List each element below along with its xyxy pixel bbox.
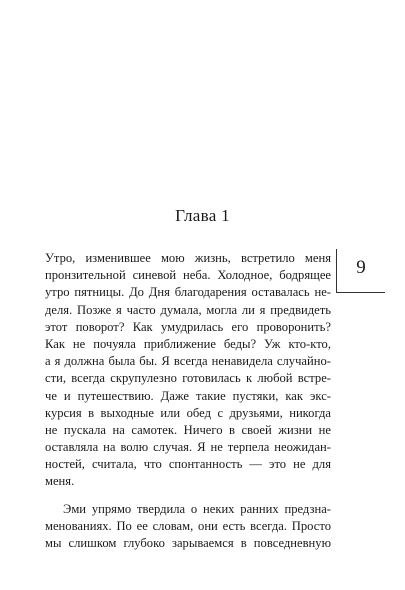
text-line: сти, всегда скрупулезно готовилась к любой встре- <box>45 371 331 386</box>
text-line: меня. <box>45 474 75 489</box>
page-number: 9 <box>356 257 366 278</box>
text-line: менованиях. По ее словам, они есть всегда. Просто <box>45 518 331 533</box>
page-number-frame <box>336 249 385 293</box>
text-line: че и путешествию. Даже такие пустяки, как экс- <box>45 388 331 403</box>
paragraph-2 <box>45 501 331 553</box>
text-line: утро пятницы. До Дня благодарения оставалась не- <box>45 285 331 300</box>
text-line: не пускала на самотек. Ничего в своей жизни не <box>45 422 331 437</box>
text-line: а я должна была бы. Я всегда ненавидела случайно- <box>45 354 331 369</box>
text-line: деля. Позже я часто думала, могла ли я предвидеть <box>45 302 331 317</box>
text-line: этот поворот? Как умудрилась его проворонить? <box>45 319 331 334</box>
text-line: Эми упрямо твердила о неких ранних предзна- <box>63 501 331 516</box>
text-line: Утро, изменившее мою жизнь, встретило меня <box>45 251 331 265</box>
chapter-title: Глава 1 <box>175 206 230 225</box>
text-line: курсия в выходные или обед с друзьями, никогда <box>45 405 331 420</box>
paragraph-gap <box>45 491 331 501</box>
text-line: ностей, считала, что спонтанность — это не для <box>45 457 331 472</box>
chapter-body-text <box>45 250 331 552</box>
text-line: Как не почуяла приближение беды? Уж кто-кто, <box>45 336 331 351</box>
text-line: мы слишком глубоко зарываемся в повседневную <box>45 536 331 550</box>
paragraph-1 <box>45 250 331 491</box>
text-line: пронзительной синевой неба. Холодное, бодрящее <box>45 268 331 283</box>
text-line: оставляла на волю случая. Я не терпела неожидан- <box>45 440 331 455</box>
